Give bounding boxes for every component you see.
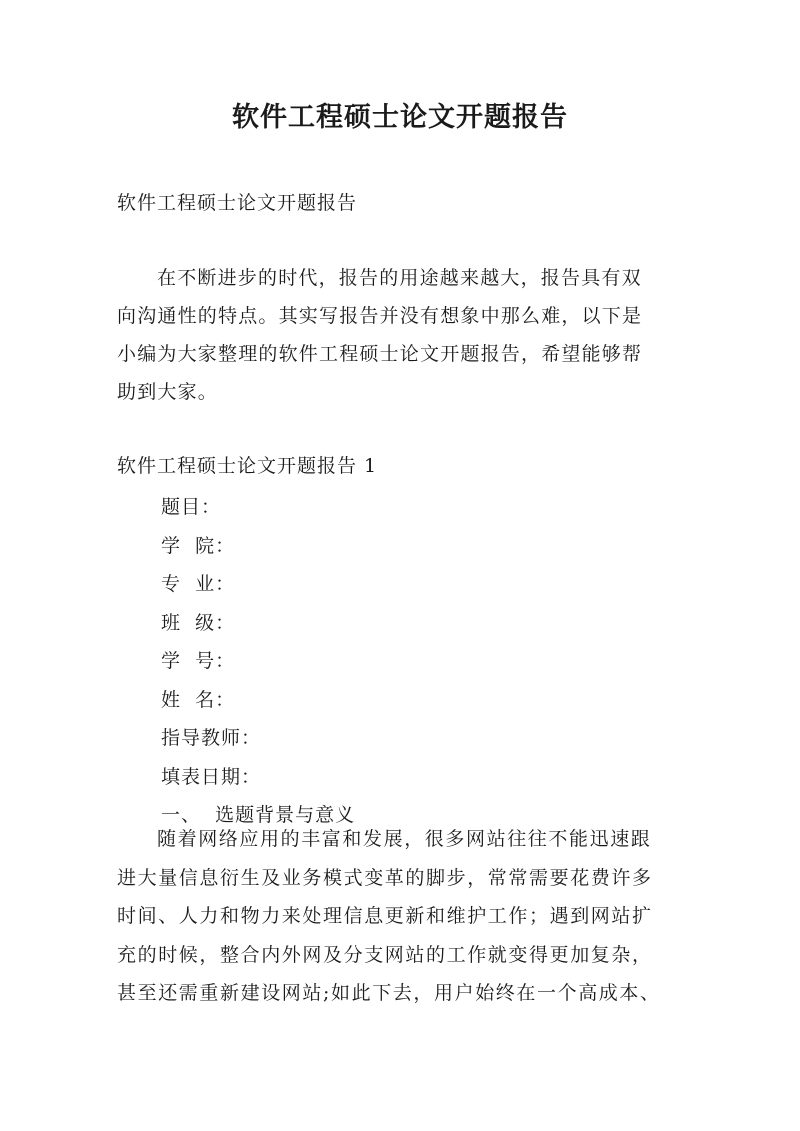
field-advisor: 指导教师： <box>161 727 262 749</box>
field-college: 学 院： <box>161 534 236 557</box>
intro-line: 向沟通性的特点。其实写报告并没有想象中那么难，以下是 <box>117 305 643 327</box>
field-major: 专 业： <box>161 573 236 595</box>
form-fields <box>161 488 355 835</box>
body-line: 充的时候，整合内外网及分支网站的工作就变得更加复杂， <box>117 943 653 966</box>
body-line: 甚至还需重新建设网站;如此下去，用户始终在一个高成本、 <box>117 982 661 1004</box>
intro-paragraph <box>117 259 687 411</box>
field-name: 姓 名： <box>161 688 236 711</box>
section-heading: 软件工程硕士论文开题报告 1 <box>117 455 378 477</box>
subsection-heading: 一、 选题背景与意义 <box>161 804 356 826</box>
intro-line: 助到大家。 <box>117 381 219 403</box>
field-student-id: 学 号： <box>161 650 236 672</box>
body-paragraph <box>117 820 697 1013</box>
field-date: 填表日期： <box>161 765 262 788</box>
document-subtitle: 软件工程硕士论文开题报告 <box>117 192 358 214</box>
document-title: 软件工程硕士论文开题报告 <box>232 102 568 133</box>
intro-line: 小编为大家整理的软件工程硕士论文开题报告，希望能够帮 <box>117 343 643 365</box>
field-class: 班 级： <box>161 611 236 634</box>
body-line: 进大量信息衍生及业务模式变革的脚步，常常需要花费许多 <box>117 866 653 889</box>
body-line: 随着网络应用的丰富和发展，很多网站往往不能迅速跟 <box>157 828 652 850</box>
intro-line: 在不断进步的时代，报告的用途越来越大，报告具有双 <box>157 267 642 289</box>
body-line: 时间、人力和物力来处理信息更新和维护工作；遇到网站扩 <box>117 905 653 927</box>
field-topic: 题目： <box>161 496 222 518</box>
